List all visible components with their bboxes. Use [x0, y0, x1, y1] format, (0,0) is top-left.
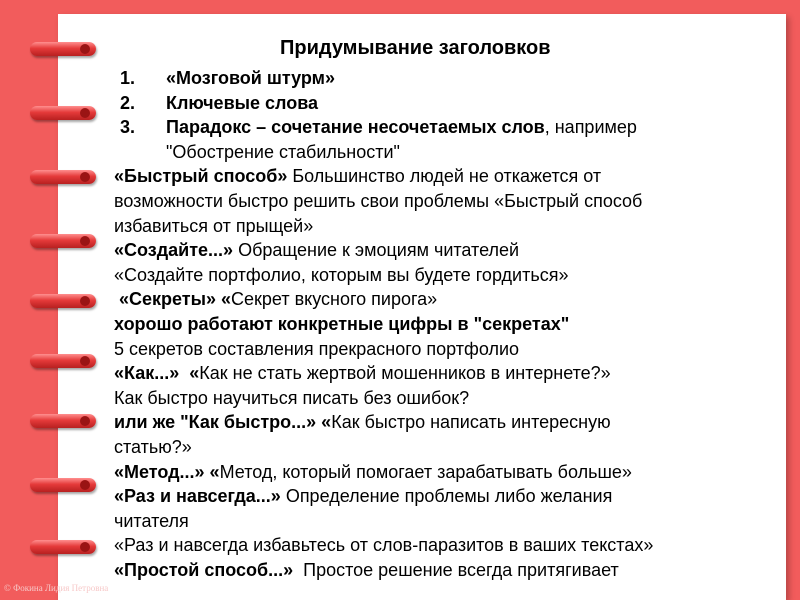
term: «Создайте...» [114, 240, 234, 261]
list-item-text-rest: , например [544, 117, 637, 138]
description: Метод, который помогает зарабатывать больше» [219, 461, 632, 482]
paragraph-line: хорошо работают конкретные цифры в "секретах" [114, 313, 570, 334]
term: «Как...» « [114, 363, 200, 384]
spiral-ring [30, 106, 96, 120]
paragraph-line [114, 460, 794, 485]
description: Обращение к эмоциям читателей [233, 240, 520, 261]
description: Как быстро написать интересную [331, 412, 611, 433]
paragraph-line [114, 287, 794, 312]
list-number: 2. [120, 92, 136, 113]
spiral-ring [30, 294, 96, 308]
description: Простое решение всегда притягивает [293, 559, 619, 580]
description: Как не стать жертвой мошенников в интернете?» [199, 363, 611, 384]
numbered-list [114, 66, 794, 164]
paragraph-line: статью?» [114, 436, 192, 457]
spiral-ring [30, 414, 96, 428]
slide-title: Придумывание заголовков [280, 37, 551, 59]
list-item [114, 115, 794, 164]
author-credit: © Фокина Лидия Петровна [4, 583, 109, 593]
paragraph-line: Как быстро научиться писать без ошибок? [114, 387, 470, 408]
term: «Метод...» « [114, 461, 220, 482]
spiral-ring [30, 234, 96, 248]
paragraph-line [114, 238, 794, 263]
paragraph-line: избавиться от прыщей» [114, 215, 314, 236]
description: Секрет вкусного пирога» [231, 289, 438, 310]
term: «Простой способ...» [114, 559, 294, 580]
list-number: 1. [120, 68, 136, 88]
spiral-ring [30, 540, 96, 554]
list-item-text: Парадокс – сочетание несочетаемых слов [166, 117, 545, 138]
list-item [114, 91, 794, 116]
paragraph-line: читателя [114, 510, 189, 531]
paragraph-line: «Создайте портфолио, которым вы будете гордиться» [114, 264, 569, 285]
list-number: 3. [120, 117, 136, 138]
paragraph-line [114, 164, 794, 189]
term: или же "Как быстро...» « [114, 412, 332, 433]
paragraph-line: 5 секретов составления прекрасного портфолио [114, 338, 520, 359]
paragraph-line [114, 361, 794, 386]
term: «Раз и навсегда...» [114, 486, 281, 507]
list-item [114, 66, 794, 91]
list-item-continuation: "Обострение стабильности" [166, 141, 400, 162]
paragraph-line [114, 558, 794, 583]
spiral-ring [30, 170, 96, 184]
term: «Быстрый способ» [114, 166, 288, 187]
description: Определение проблемы либо желания [280, 486, 613, 507]
paragraph-line [114, 410, 794, 435]
description: Большинство людей не откажется от [287, 166, 602, 187]
slide-content [114, 34, 794, 582]
list-item-text: Ключевые слова [166, 92, 319, 113]
spiral-ring [30, 478, 96, 492]
spiral-ring [30, 354, 96, 368]
paragraph-line: «Раз и навсегда избавьтесь от слов-паразитов в ваших текстах» [114, 535, 654, 556]
term: «Секреты» « [114, 289, 232, 310]
list-item-text: «Мозговой штурм» [166, 68, 335, 88]
spiral-ring [30, 42, 96, 56]
paragraph-line [114, 484, 794, 509]
paragraph-line: возможности быстро решить свои проблемы «Быстрый способ [114, 190, 643, 211]
